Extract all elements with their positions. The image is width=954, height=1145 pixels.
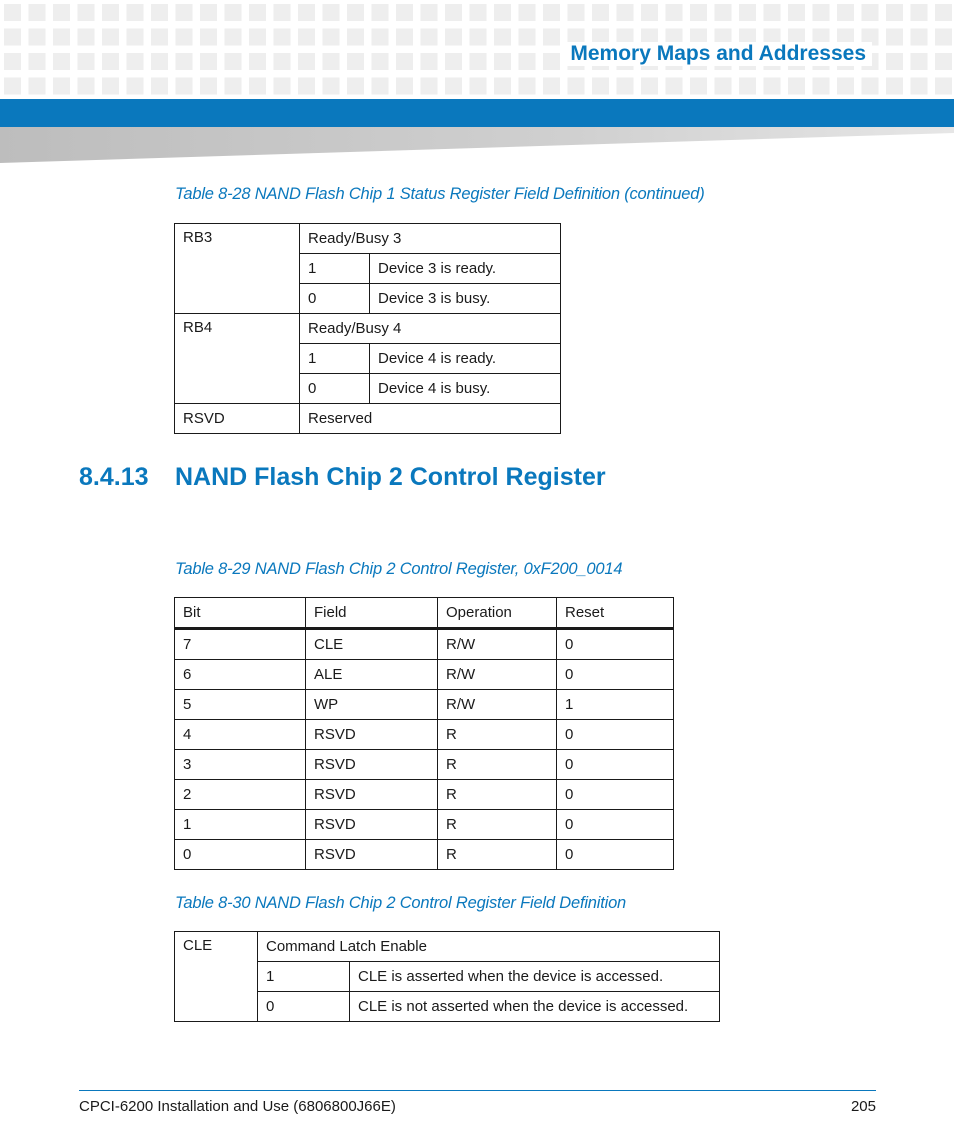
table-cell: R [438, 720, 557, 750]
table-row [175, 404, 561, 434]
table-row [175, 810, 674, 840]
table-row [175, 750, 674, 780]
table-row [175, 690, 674, 720]
table-cell-description: Reserved [300, 404, 561, 434]
table-cell: 2 [175, 780, 306, 810]
table-8-30-caption: Table 8-30 NAND Flash Chip 2 Control Register Field Definition [175, 894, 627, 912]
table-cell-meaning: Device 4 is busy. [370, 374, 561, 404]
page-number: 205 [850, 1098, 876, 1115]
table-row [175, 840, 674, 870]
column-header: Reset [557, 598, 674, 629]
table-cell: 0 [557, 629, 674, 660]
table-cell-value: 0 [300, 374, 370, 404]
section-number: 8.4.13 [79, 463, 149, 491]
table-cell: 0 [557, 780, 674, 810]
table-cell: R [438, 840, 557, 870]
table-cell-value: 1 [258, 962, 350, 992]
table-cell: CLE [306, 629, 438, 660]
table-cell: 7 [175, 629, 306, 660]
table-row [175, 660, 674, 690]
table-cell-description: Ready/Busy 4 [300, 314, 561, 344]
table-cell-meaning: CLE is asserted when the device is accessed. [350, 962, 720, 992]
table-cell: 0 [557, 840, 674, 870]
table-cell: 4 [175, 720, 306, 750]
table-row [175, 932, 720, 962]
table-cell-meaning: Device 3 is ready. [370, 254, 561, 284]
table-cell-value: 1 [300, 344, 370, 374]
table-cell-value: 1 [300, 254, 370, 284]
table-8-29 [174, 597, 674, 870]
table-cell-description: Ready/Busy 3 [300, 224, 561, 254]
table-cell: WP [306, 690, 438, 720]
table-cell: 1 [175, 810, 306, 840]
table-8-30 [174, 931, 720, 1022]
table-8-28-caption: Table 8-28 NAND Flash Chip 1 Status Register Field Definition (continued) [175, 185, 705, 203]
table-cell-meaning: Device 4 is ready. [370, 344, 561, 374]
header-swoosh [0, 127, 954, 165]
table-cell: R/W [438, 690, 557, 720]
table-cell-meaning: CLE is not asserted when the device is accessed. [350, 992, 720, 1022]
table-cell-field: RB4 [175, 314, 300, 404]
table-cell-description: Command Latch Enable [258, 932, 720, 962]
table-cell: 0 [175, 840, 306, 870]
footer-document-title: CPCI-6200 Installation and Use (6806800J66E) [79, 1098, 396, 1115]
table-cell: R [438, 750, 557, 780]
table-cell: RSVD [306, 810, 438, 840]
table-8-29-caption: Table 8-29 NAND Flash Chip 2 Control Register, 0xF200_0014 [175, 560, 623, 578]
table-cell-meaning: Device 3 is busy. [370, 284, 561, 314]
table-cell: RSVD [306, 840, 438, 870]
table-cell: R [438, 780, 557, 810]
table-cell-field: RB3 [175, 224, 300, 314]
section-title: NAND Flash Chip 2 Control Register [175, 463, 606, 491]
header-title: Memory Maps and Addresses [564, 42, 872, 66]
table-cell: ALE [306, 660, 438, 690]
table-cell: 0 [557, 750, 674, 780]
table-cell-field: CLE [175, 932, 258, 1022]
column-header: Operation [438, 598, 557, 629]
table-row [175, 224, 561, 254]
section-heading [79, 463, 606, 492]
table-row [175, 314, 561, 344]
table-cell: 0 [557, 720, 674, 750]
table-cell: R/W [438, 629, 557, 660]
table-cell: R [438, 810, 557, 840]
table-header-row [175, 598, 674, 629]
table-cell: 5 [175, 690, 306, 720]
column-header: Bit [175, 598, 306, 629]
table-row [175, 780, 674, 810]
table-cell: 0 [557, 810, 674, 840]
table-cell: RSVD [306, 780, 438, 810]
table-cell-value: 0 [258, 992, 350, 1022]
table-8-28 [174, 223, 561, 434]
table-row [175, 629, 674, 660]
table-cell: RSVD [306, 720, 438, 750]
table-cell: 3 [175, 750, 306, 780]
table-cell: 0 [557, 660, 674, 690]
table-cell-value: 0 [300, 284, 370, 314]
table-cell: 1 [557, 690, 674, 720]
table-row [175, 720, 674, 750]
footer-rule [79, 1090, 876, 1091]
column-header: Field [306, 598, 438, 629]
table-cell: 6 [175, 660, 306, 690]
table-cell: RSVD [306, 750, 438, 780]
header-band [0, 99, 954, 127]
table-cell: R/W [438, 660, 557, 690]
table-cell-field: RSVD [175, 404, 300, 434]
